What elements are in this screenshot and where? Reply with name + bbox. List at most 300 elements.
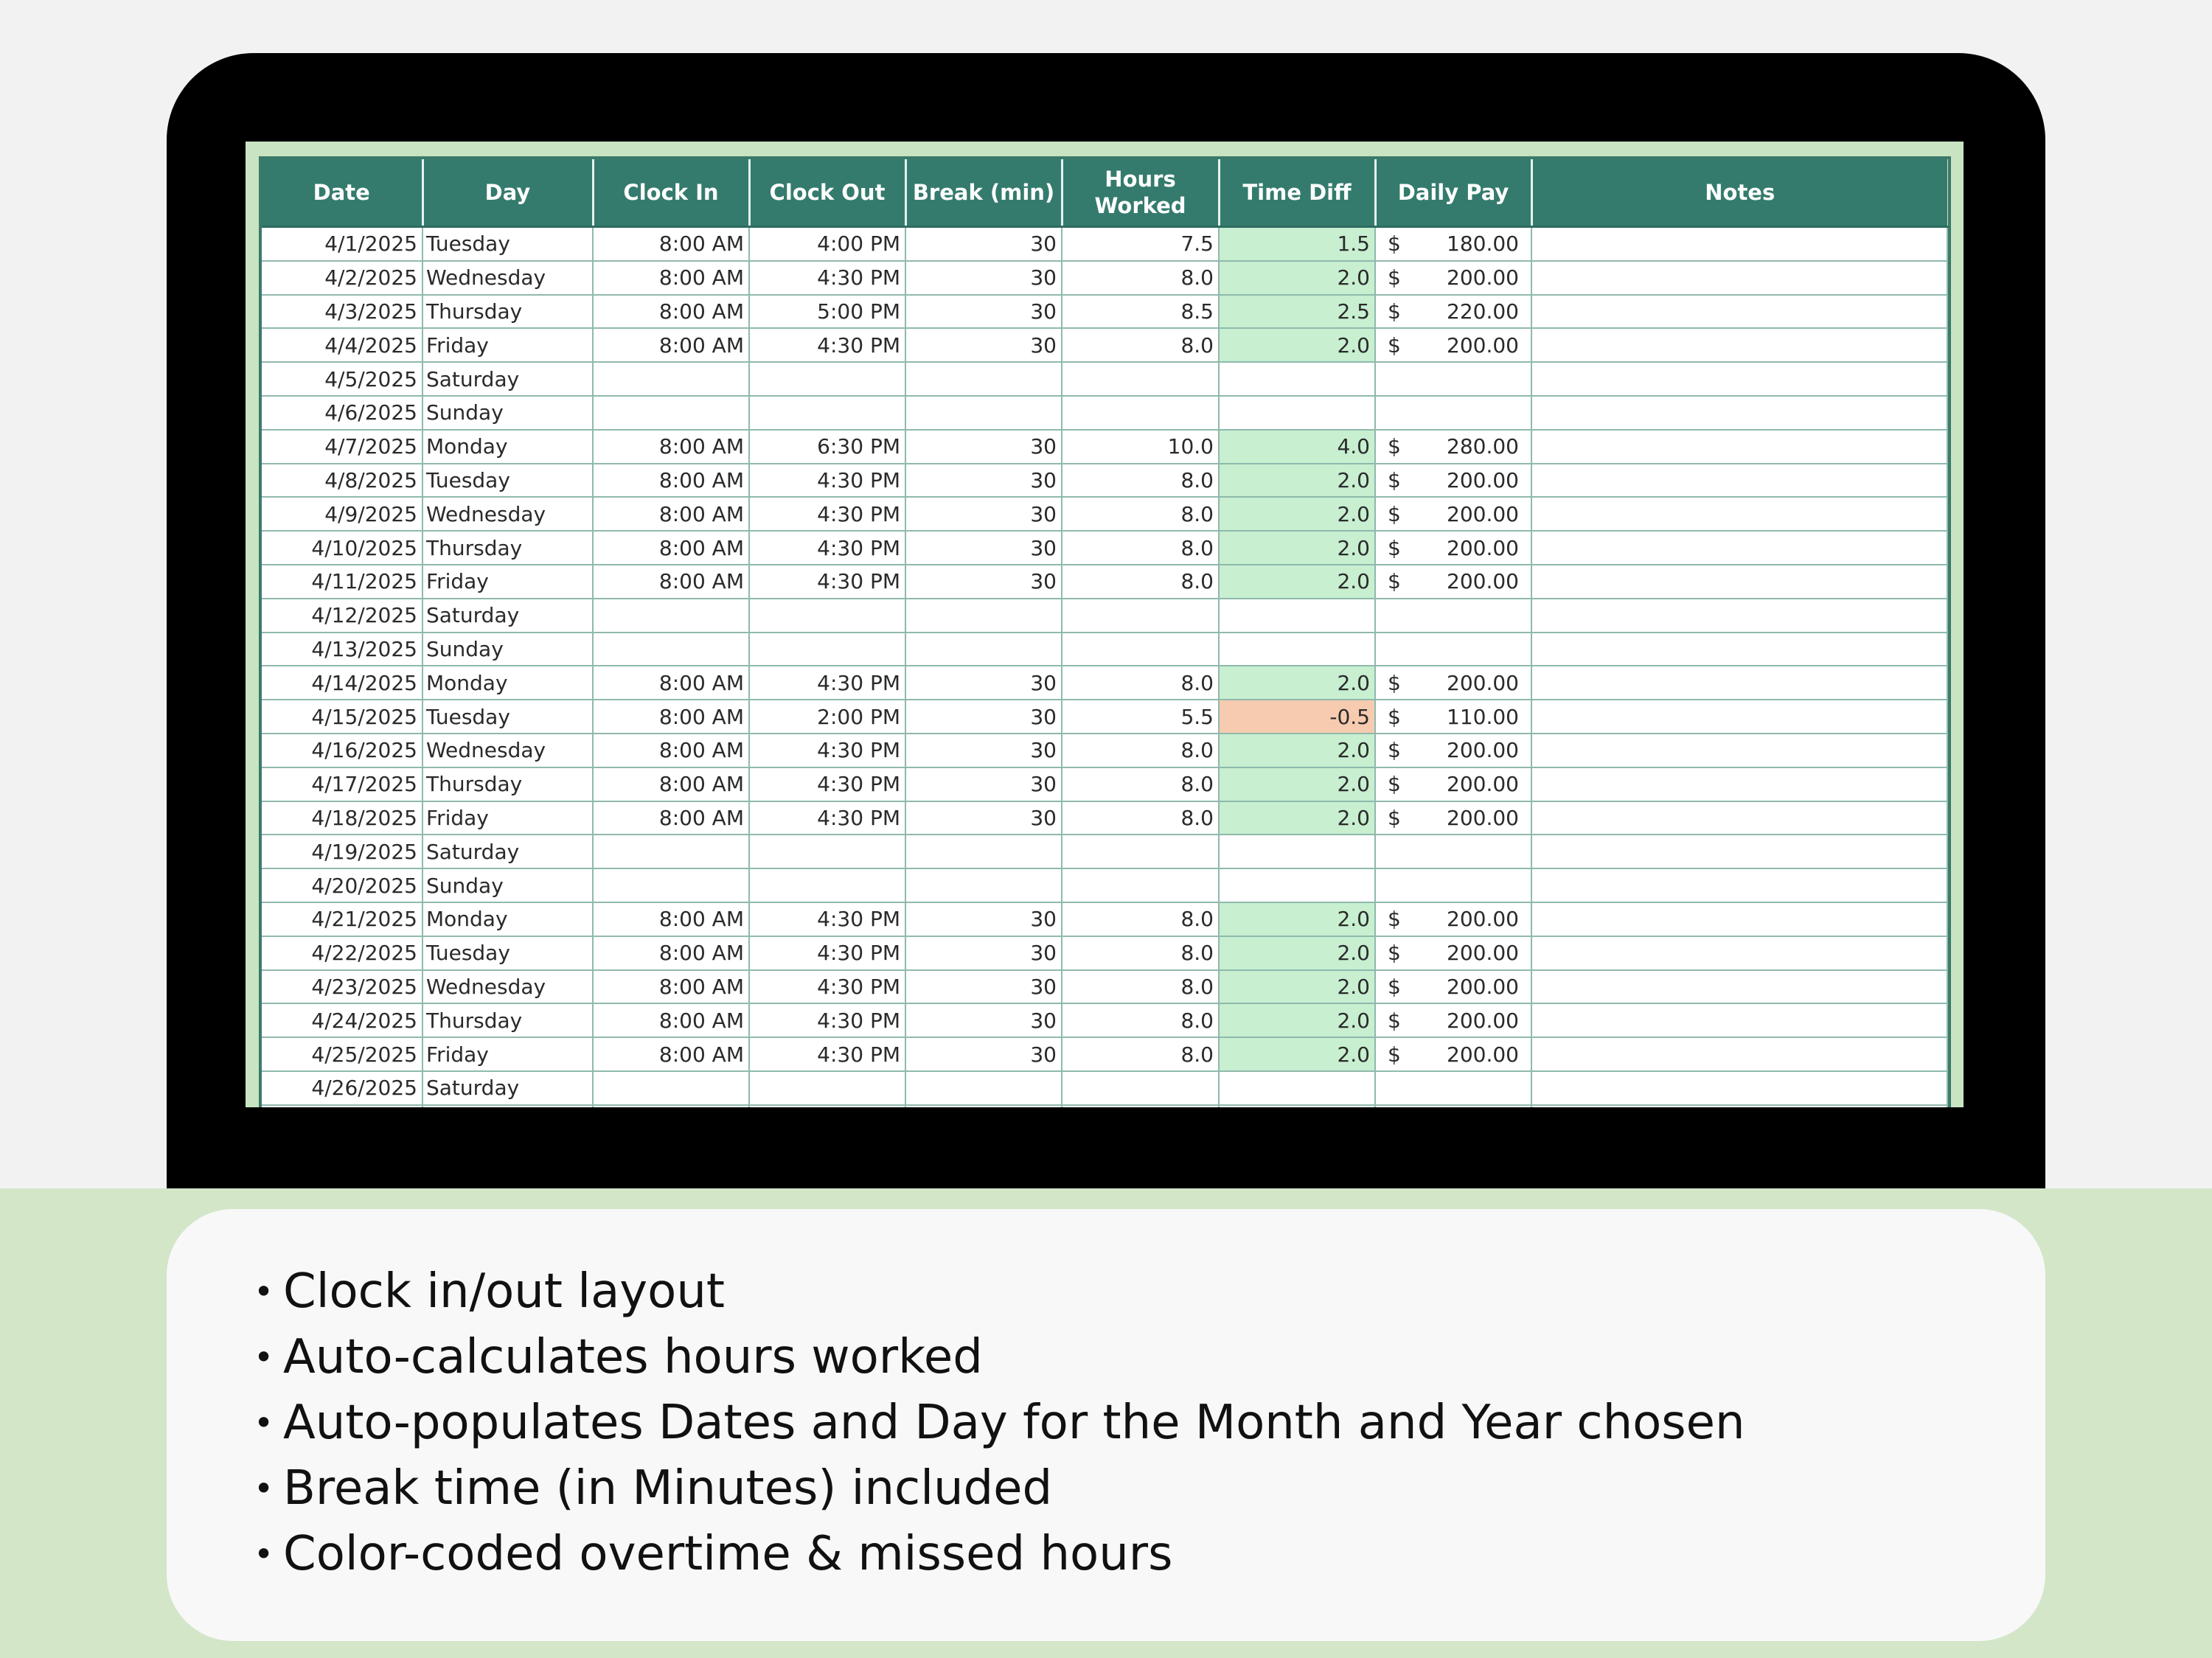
clock-in-cell[interactable] (593, 633, 749, 666)
feature-item (254, 1325, 1745, 1390)
clock-in-cell[interactable]: 8:00 AM (593, 565, 749, 599)
day-cell[interactable]: Saturday (422, 599, 593, 633)
header-date[interactable]: Date (262, 159, 422, 227)
break-cell[interactable]: 30 (905, 902, 1062, 936)
break-cell[interactable]: 30 (905, 1003, 1062, 1037)
day-cell[interactable]: Wednesday (422, 497, 593, 531)
break-cell[interactable]: 30 (905, 295, 1062, 329)
time-diff-cell[interactable]: 2.0 (1219, 734, 1375, 767)
clock-out-cell[interactable] (749, 1105, 905, 1107)
daily-pay-cell[interactable] (1375, 497, 1531, 531)
header-clock-in[interactable]: Clock In (593, 159, 749, 227)
clock-in-cell[interactable]: 8:00 AM (593, 902, 749, 936)
date-cell[interactable]: 4/14/2025 (262, 666, 422, 700)
break-cell[interactable]: 30 (905, 227, 1062, 261)
table-row (262, 328, 1947, 362)
time-diff-cell[interactable] (1219, 835, 1375, 868)
date-cell[interactable]: 4/3/2025 (262, 295, 422, 329)
clock-in-cell[interactable]: 8:00 AM (593, 1003, 749, 1037)
table-row (262, 801, 1947, 835)
break-cell[interactable]: 30 (905, 464, 1062, 498)
time-diff-cell[interactable]: 2.0 (1219, 666, 1375, 700)
currency-symbol: $ (1388, 231, 1401, 257)
daily-pay-cell[interactable] (1375, 902, 1531, 936)
notes-cell[interactable] (1531, 633, 1947, 666)
hours-worked-cell[interactable]: 8.0 (1062, 1037, 1219, 1071)
clock-in-cell[interactable]: 8:00 AM (593, 700, 749, 734)
daily-pay-cell[interactable] (1375, 1003, 1531, 1037)
notes-cell[interactable] (1531, 599, 1947, 633)
hours-worked-cell[interactable]: 8.0 (1062, 902, 1219, 936)
daily-pay-cell[interactable] (1375, 430, 1531, 464)
clock-in-cell[interactable]: 8:00 AM (593, 970, 749, 1004)
day-cell[interactable]: Tuesday (422, 700, 593, 734)
hours-worked-cell[interactable] (1062, 362, 1219, 396)
feature-item (254, 1390, 1745, 1456)
hours-worked-cell[interactable]: 8.0 (1062, 767, 1219, 801)
table-row (262, 497, 1947, 531)
time-diff-cell[interactable]: 2.0 (1219, 902, 1375, 936)
day-cell[interactable]: Monday (422, 430, 593, 464)
clock-in-cell[interactable]: 8:00 AM (593, 464, 749, 498)
day-cell[interactable]: Wednesday (422, 734, 593, 767)
daily-pay-cell[interactable] (1375, 700, 1531, 734)
day-cell[interactable]: Friday (422, 801, 593, 835)
notes-cell[interactable] (1531, 430, 1947, 464)
clock-out-cell[interactable]: 4:30 PM (749, 497, 905, 531)
clock-in-cell[interactable] (593, 599, 749, 633)
daily-pay-cell[interactable] (1375, 1037, 1531, 1071)
daily-pay-cell[interactable] (1375, 734, 1531, 767)
daily-pay-cell[interactable] (1375, 464, 1531, 498)
clock-out-cell[interactable] (749, 1071, 905, 1105)
time-diff-cell[interactable]: 2.0 (1219, 464, 1375, 498)
clock-in-cell[interactable]: 8:00 AM (593, 430, 749, 464)
table-row (262, 767, 1947, 801)
date-cell[interactable]: 4/21/2025 (262, 902, 422, 936)
notes-cell[interactable] (1531, 328, 1947, 362)
day-cell[interactable]: Thursday (422, 295, 593, 329)
daily-pay-cell[interactable] (1375, 767, 1531, 801)
time-diff-cell[interactable]: 2.0 (1219, 261, 1375, 295)
table-row (262, 1105, 1947, 1107)
time-diff-cell[interactable]: 2.0 (1219, 1037, 1375, 1071)
clock-out-cell[interactable]: 2:00 PM (749, 700, 905, 734)
hours-worked-cell[interactable] (1062, 633, 1219, 666)
clock-out-cell[interactable]: 4:30 PM (749, 328, 905, 362)
day-cell[interactable]: Tuesday (422, 936, 593, 970)
clock-out-cell[interactable]: 6:30 PM (749, 430, 905, 464)
currency-symbol: $ (1388, 704, 1401, 729)
table-row (262, 531, 1947, 565)
hours-worked-cell[interactable]: 8.0 (1062, 261, 1219, 295)
notes-cell[interactable] (1531, 835, 1947, 868)
clock-in-cell[interactable]: 8:00 AM (593, 936, 749, 970)
time-diff-cell[interactable]: 2.0 (1219, 970, 1375, 1004)
time-diff-cell[interactable]: 2.5 (1219, 295, 1375, 329)
clock-out-cell[interactable] (749, 362, 905, 396)
date-cell[interactable]: 4/24/2025 (262, 1003, 422, 1037)
clock-in-cell[interactable]: 8:00 AM (593, 666, 749, 700)
clock-out-cell[interactable]: 4:30 PM (749, 1037, 905, 1071)
clock-out-cell[interactable]: 4:30 PM (749, 767, 905, 801)
day-cell[interactable]: Friday (422, 328, 593, 362)
day-cell[interactable]: Friday (422, 565, 593, 599)
break-cell[interactable] (905, 868, 1062, 902)
daily-pay-cell[interactable] (1375, 801, 1531, 835)
daily-pay-cell[interactable] (1375, 261, 1531, 295)
header-break[interactable]: Break (min) (905, 159, 1062, 227)
daily-pay-cell[interactable] (1375, 295, 1531, 329)
break-cell[interactable]: 30 (905, 261, 1062, 295)
notes-cell[interactable] (1531, 767, 1947, 801)
notes-cell[interactable] (1531, 734, 1947, 767)
date-cell[interactable]: 4/23/2025 (262, 970, 422, 1004)
feature-text: Break time (in Minutes) included (283, 1461, 1053, 1516)
date-cell[interactable]: 4/18/2025 (262, 801, 422, 835)
daily-pay-cell[interactable] (1375, 362, 1531, 396)
daily-pay-cell[interactable] (1375, 565, 1531, 599)
date-cell[interactable]: 4/25/2025 (262, 1037, 422, 1071)
date-cell[interactable]: 4/20/2025 (262, 868, 422, 902)
time-diff-cell[interactable]: 4.0 (1219, 430, 1375, 464)
feature-item (254, 1456, 1745, 1522)
clock-out-cell[interactable] (749, 868, 905, 902)
daily-pay-cell[interactable] (1375, 936, 1531, 970)
header-notes[interactable]: Notes (1531, 159, 1947, 227)
notes-cell[interactable] (1531, 531, 1947, 565)
date-cell[interactable]: 4/22/2025 (262, 936, 422, 970)
daily-pay-cell[interactable] (1375, 868, 1531, 902)
date-cell[interactable]: 4/16/2025 (262, 734, 422, 767)
time-diff-cell[interactable]: 2.0 (1219, 531, 1375, 565)
header-daily-pay[interactable]: Daily Pay (1375, 159, 1531, 227)
daily-pay-cell[interactable] (1375, 835, 1531, 868)
notes-cell[interactable] (1531, 902, 1947, 936)
day-cell[interactable]: Thursday (422, 1003, 593, 1037)
header-day[interactable]: Day (422, 159, 593, 227)
pay-amount: 280.00 (1447, 434, 1519, 459)
notes-cell[interactable] (1531, 261, 1947, 295)
break-cell[interactable]: 30 (905, 666, 1062, 700)
daily-pay-cell[interactable] (1375, 1071, 1531, 1105)
date-cell[interactable]: 4/15/2025 (262, 700, 422, 734)
hours-worked-cell[interactable]: 8.0 (1062, 497, 1219, 531)
notes-cell[interactable] (1531, 565, 1947, 599)
currency-symbol: $ (1388, 941, 1401, 966)
table-row (262, 1071, 1947, 1105)
table-row (262, 396, 1947, 430)
time-diff-cell[interactable]: 2.0 (1219, 565, 1375, 599)
table-row (262, 464, 1947, 498)
day-cell[interactable]: Monday (422, 902, 593, 936)
clock-in-cell[interactable]: 8:00 AM (593, 767, 749, 801)
clock-in-cell[interactable]: 8:00 AM (593, 801, 749, 835)
time-diff-cell[interactable]: -0.5 (1219, 700, 1375, 734)
header-clock-out[interactable]: Clock Out (749, 159, 905, 227)
currency-symbol: $ (1388, 907, 1401, 932)
hours-worked-cell[interactable]: 10.0 (1062, 430, 1219, 464)
time-diff-cell[interactable] (1219, 1105, 1375, 1107)
daily-pay-cell[interactable] (1375, 666, 1531, 700)
date-cell[interactable]: 4/8/2025 (262, 464, 422, 498)
pay-amount: 200.00 (1447, 467, 1519, 492)
clock-in-cell[interactable]: 8:00 AM (593, 261, 749, 295)
daily-pay-cell[interactable] (1375, 599, 1531, 633)
clock-out-cell[interactable] (749, 396, 905, 430)
header-hours-worked[interactable]: Hours Worked (1062, 159, 1219, 227)
table-row (262, 295, 1947, 329)
table-row (262, 227, 1947, 261)
day-cell[interactable]: Sunday (422, 633, 593, 666)
time-diff-cell[interactable]: 2.0 (1219, 801, 1375, 835)
clock-in-cell[interactable]: 8:00 AM (593, 328, 749, 362)
table-row (262, 902, 1947, 936)
day-cell[interactable]: Saturday (422, 835, 593, 868)
clock-in-cell[interactable]: 8:00 AM (593, 295, 749, 329)
day-cell[interactable]: Tuesday (422, 227, 593, 261)
time-diff-cell[interactable] (1219, 599, 1375, 633)
break-cell[interactable]: 30 (905, 430, 1062, 464)
daily-pay-cell[interactable] (1375, 328, 1531, 362)
date-cell[interactable]: 4/9/2025 (262, 497, 422, 531)
daily-pay-cell[interactable] (1375, 396, 1531, 430)
daily-pay-cell[interactable] (1375, 1105, 1531, 1107)
date-cell[interactable]: 4/13/2025 (262, 633, 422, 666)
date-cell[interactable]: 4/7/2025 (262, 430, 422, 464)
break-cell[interactable]: 30 (905, 970, 1062, 1004)
break-cell[interactable]: 30 (905, 700, 1062, 734)
clock-in-cell[interactable]: 8:00 AM (593, 497, 749, 531)
daily-pay-cell[interactable] (1375, 633, 1531, 666)
date-cell[interactable]: 4/11/2025 (262, 565, 422, 599)
clock-out-cell[interactable] (749, 599, 905, 633)
hours-worked-cell[interactable] (1062, 1105, 1219, 1107)
clock-in-cell[interactable]: 8:00 AM (593, 227, 749, 261)
day-cell[interactable]: Thursday (422, 531, 593, 565)
clock-out-cell[interactable]: 4:30 PM (749, 464, 905, 498)
date-cell[interactable]: 4/6/2025 (262, 396, 422, 430)
notes-cell[interactable] (1531, 464, 1947, 498)
pay-amount: 200.00 (1447, 772, 1519, 797)
bullet-icon: • (254, 1272, 274, 1312)
hours-worked-cell[interactable]: 8.0 (1062, 531, 1219, 565)
hours-worked-cell[interactable] (1062, 835, 1219, 868)
date-cell[interactable]: 4/4/2025 (262, 328, 422, 362)
notes-cell[interactable] (1531, 700, 1947, 734)
table-row (262, 430, 1947, 464)
table-row (262, 700, 1947, 734)
pay-amount: 200.00 (1447, 501, 1519, 526)
time-diff-cell[interactable]: 2.0 (1219, 497, 1375, 531)
day-cell[interactable]: Saturday (422, 1071, 593, 1105)
day-cell[interactable]: Thursday (422, 767, 593, 801)
hours-worked-cell[interactable] (1062, 868, 1219, 902)
clock-in-cell[interactable] (593, 835, 749, 868)
currency-symbol: $ (1388, 974, 1401, 999)
daily-pay-cell[interactable] (1375, 531, 1531, 565)
break-cell[interactable] (905, 1071, 1062, 1105)
day-cell[interactable]: Saturday (422, 362, 593, 396)
pay-amount: 200.00 (1447, 907, 1519, 932)
pay-amount: 200.00 (1447, 974, 1519, 999)
hours-worked-cell[interactable]: 8.0 (1062, 801, 1219, 835)
currency-symbol: $ (1388, 569, 1401, 594)
notes-cell[interactable] (1531, 970, 1947, 1004)
date-cell[interactable]: 4/19/2025 (262, 835, 422, 868)
break-cell[interactable]: 30 (905, 801, 1062, 835)
hours-worked-cell[interactable] (1062, 396, 1219, 430)
pay-amount: 220.00 (1447, 299, 1519, 324)
notes-cell[interactable] (1531, 801, 1947, 835)
clock-in-cell[interactable] (593, 362, 749, 396)
hours-worked-cell[interactable] (1062, 1071, 1219, 1105)
bullet-icon: • (254, 1337, 274, 1377)
day-cell[interactable]: Tuesday (422, 464, 593, 498)
clock-out-cell[interactable]: 4:30 PM (749, 734, 905, 767)
hours-worked-cell[interactable]: 8.0 (1062, 970, 1219, 1004)
pay-amount: 200.00 (1447, 535, 1519, 560)
hours-worked-cell[interactable]: 7.5 (1062, 227, 1219, 261)
feature-text: Clock in/out layout (283, 1264, 725, 1319)
date-cell[interactable] (262, 1105, 422, 1107)
break-cell[interactable] (905, 835, 1062, 868)
day-cell[interactable]: Sunday (422, 868, 593, 902)
break-cell[interactable] (905, 396, 1062, 430)
notes-cell[interactable] (1531, 396, 1947, 430)
time-diff-cell[interactable]: 2.0 (1219, 767, 1375, 801)
hours-worked-cell[interactable]: 8.0 (1062, 328, 1219, 362)
day-cell[interactable]: Monday (422, 666, 593, 700)
notes-cell[interactable] (1531, 936, 1947, 970)
clock-out-cell[interactable]: 4:30 PM (749, 936, 905, 970)
date-cell[interactable]: 4/12/2025 (262, 599, 422, 633)
break-cell[interactable]: 30 (905, 734, 1062, 767)
clock-out-cell[interactable]: 4:00 PM (749, 227, 905, 261)
bullet-icon: • (254, 1534, 274, 1574)
hours-worked-cell[interactable]: 8.0 (1062, 666, 1219, 700)
day-cell[interactable] (422, 1105, 593, 1107)
clock-out-cell[interactable] (749, 835, 905, 868)
break-cell[interactable] (905, 1105, 1062, 1107)
daily-pay-cell[interactable] (1375, 227, 1531, 261)
header-time-diff[interactable]: Time Diff (1219, 159, 1375, 227)
currency-symbol: $ (1388, 299, 1401, 324)
break-cell[interactable] (905, 362, 1062, 396)
clock-in-cell[interactable]: 8:00 AM (593, 734, 749, 767)
pay-amount: 180.00 (1447, 231, 1519, 257)
currency-symbol: $ (1388, 1008, 1401, 1033)
notes-cell[interactable] (1531, 868, 1947, 902)
clock-in-cell[interactable]: 8:00 AM (593, 1037, 749, 1071)
time-diff-cell[interactable] (1219, 1071, 1375, 1105)
date-cell[interactable]: 4/26/2025 (262, 1071, 422, 1105)
clock-in-cell[interactable] (593, 1071, 749, 1105)
notes-cell[interactable] (1531, 295, 1947, 329)
notes-cell[interactable] (1531, 1037, 1947, 1071)
clock-in-cell[interactable] (593, 396, 749, 430)
pay-amount: 200.00 (1447, 805, 1519, 830)
day-cell[interactable]: Friday (422, 1037, 593, 1071)
clock-out-cell[interactable]: 4:30 PM (749, 970, 905, 1004)
notes-cell[interactable] (1531, 227, 1947, 261)
day-cell[interactable]: Wednesday (422, 970, 593, 1004)
clock-out-cell[interactable]: 4:30 PM (749, 565, 905, 599)
feature-item (254, 1522, 1745, 1587)
clock-out-cell[interactable]: 4:30 PM (749, 261, 905, 295)
hours-worked-cell[interactable]: 8.0 (1062, 1003, 1219, 1037)
currency-symbol: $ (1388, 738, 1401, 763)
date-cell[interactable]: 4/1/2025 (262, 227, 422, 261)
clock-out-cell[interactable]: 4:30 PM (749, 1003, 905, 1037)
date-cell[interactable]: 4/10/2025 (262, 531, 422, 565)
break-cell[interactable]: 30 (905, 497, 1062, 531)
break-cell[interactable]: 30 (905, 1037, 1062, 1071)
break-cell[interactable]: 30 (905, 565, 1062, 599)
day-cell[interactable]: Sunday (422, 396, 593, 430)
date-cell[interactable]: 4/17/2025 (262, 767, 422, 801)
clock-out-cell[interactable]: 4:30 PM (749, 531, 905, 565)
break-cell[interactable]: 30 (905, 328, 1062, 362)
clock-out-cell[interactable]: 4:30 PM (749, 801, 905, 835)
date-cell[interactable]: 4/5/2025 (262, 362, 422, 396)
clock-in-cell[interactable] (593, 1105, 749, 1107)
break-cell[interactable]: 30 (905, 767, 1062, 801)
hours-worked-cell[interactable]: 8.5 (1062, 295, 1219, 329)
hours-worked-cell[interactable]: 8.0 (1062, 565, 1219, 599)
break-cell[interactable]: 30 (905, 531, 1062, 565)
currency-symbol: $ (1388, 501, 1401, 526)
break-cell[interactable] (905, 633, 1062, 666)
clock-in-cell[interactable]: 8:00 AM (593, 531, 749, 565)
time-diff-cell[interactable]: 1.5 (1219, 227, 1375, 261)
notes-cell[interactable] (1531, 362, 1947, 396)
notes-cell[interactable] (1531, 1071, 1947, 1105)
hours-worked-cell[interactable]: 8.0 (1062, 464, 1219, 498)
clock-out-cell[interactable]: 4:30 PM (749, 902, 905, 936)
time-diff-cell[interactable]: 2.0 (1219, 1003, 1375, 1037)
time-diff-cell[interactable] (1219, 633, 1375, 666)
notes-cell[interactable] (1531, 1003, 1947, 1037)
currency-symbol: $ (1388, 535, 1401, 560)
notes-cell[interactable] (1531, 1105, 1947, 1107)
clock-out-cell[interactable]: 4:30 PM (749, 666, 905, 700)
hours-worked-cell[interactable] (1062, 599, 1219, 633)
break-cell[interactable]: 30 (905, 936, 1062, 970)
notes-cell[interactable] (1531, 497, 1947, 531)
time-diff-cell[interactable]: 2.0 (1219, 936, 1375, 970)
daily-pay-cell[interactable] (1375, 970, 1531, 1004)
day-cell[interactable]: Wednesday (422, 261, 593, 295)
hours-worked-cell[interactable]: 8.0 (1062, 936, 1219, 970)
time-diff-cell[interactable] (1219, 362, 1375, 396)
clock-out-cell[interactable]: 5:00 PM (749, 295, 905, 329)
hours-worked-cell[interactable]: 5.5 (1062, 700, 1219, 734)
time-diff-cell[interactable]: 2.0 (1219, 328, 1375, 362)
clock-in-cell[interactable] (593, 868, 749, 902)
break-cell[interactable] (905, 599, 1062, 633)
clock-out-cell[interactable] (749, 633, 905, 666)
date-cell[interactable]: 4/2/2025 (262, 261, 422, 295)
notes-cell[interactable] (1531, 666, 1947, 700)
currency-symbol: $ (1388, 265, 1401, 290)
table-row (262, 970, 1947, 1004)
time-diff-cell[interactable] (1219, 868, 1375, 902)
timesheet-table (262, 159, 1948, 1107)
feature-item (254, 1259, 1745, 1325)
hours-worked-cell[interactable]: 8.0 (1062, 734, 1219, 767)
time-diff-cell[interactable] (1219, 396, 1375, 430)
